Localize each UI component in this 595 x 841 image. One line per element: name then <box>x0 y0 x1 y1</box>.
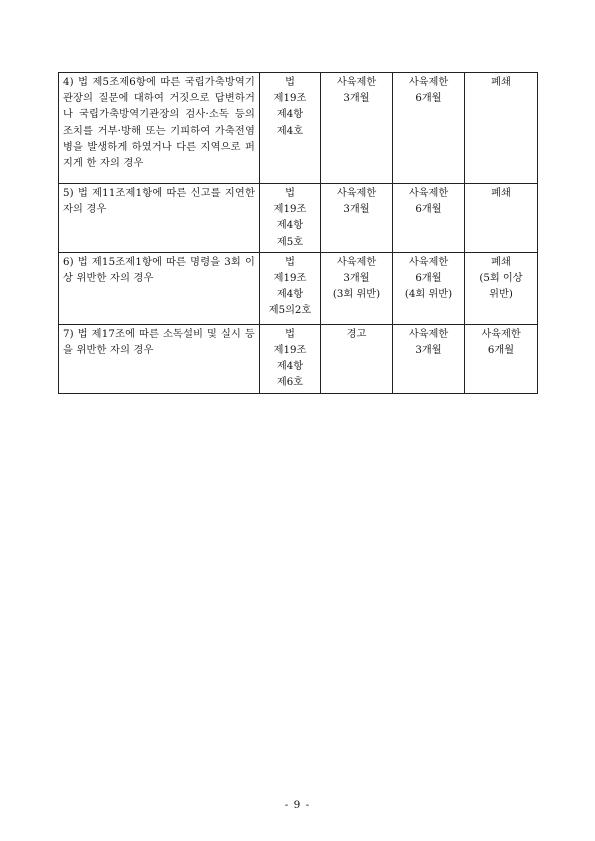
table-row <box>59 252 538 324</box>
page-number: - 9 - <box>284 799 311 811</box>
violation-description: 7) 법 제17조에 따른 소독설비 및 실시 등을 위반한 자의 경우 <box>59 324 260 393</box>
first-violation-penalty: 사육제한 3개월 <box>321 73 393 184</box>
first-violation-penalty: 사육제한 3개월 <box>321 184 393 253</box>
second-violation-penalty: 사육제한 6개월 (4회 위반) <box>393 252 465 324</box>
legal-basis: 법 제19조 제4항 제5의2호 <box>260 252 321 324</box>
first-violation-penalty: 경고 <box>321 324 393 393</box>
violation-description: 4) 법 제5조제6항에 따른 국립가축방역기관장의 질문에 대하여 거짓으로 답변하거나 국립가축방역기관장의 검사·소독 등의 조치를 거부·방해 또는 기피하여 가축전염병을 발생하게 하였거나 다른 지역으로 퍼지게 한 자의 경우 <box>59 73 260 184</box>
third-violation-penalty: 사육제한 6개월 <box>465 324 538 393</box>
table-row <box>59 184 538 253</box>
violation-description: 5) 법 제11조제1항에 따른 신고를 지연한 자의 경우 <box>59 184 260 253</box>
legal-basis: 법 제19조 제4항 제5호 <box>260 184 321 253</box>
legal-basis: 법 제19조 제4항 제6호 <box>260 324 321 393</box>
legal-basis: 법 제19조 제4항 제4호 <box>260 73 321 184</box>
penalty-standards-table <box>58 72 538 394</box>
first-violation-penalty: 사육제한 3개월 (3회 위반) <box>321 252 393 324</box>
second-violation-penalty: 사육제한 6개월 <box>393 73 465 184</box>
third-violation-penalty: 폐쇄 <box>465 184 538 253</box>
third-violation-penalty: 폐쇄 (5회 이상 위반) <box>465 252 538 324</box>
second-violation-penalty: 사육제한 6개월 <box>393 184 465 253</box>
table-row <box>59 324 538 393</box>
violation-description: 6) 법 제15조제1항에 따른 명령을 3회 이상 위반한 자의 경우 <box>59 252 260 324</box>
second-violation-penalty: 사육제한 3개월 <box>393 324 465 393</box>
third-violation-penalty: 폐쇄 <box>465 73 538 184</box>
table-row <box>59 73 538 184</box>
